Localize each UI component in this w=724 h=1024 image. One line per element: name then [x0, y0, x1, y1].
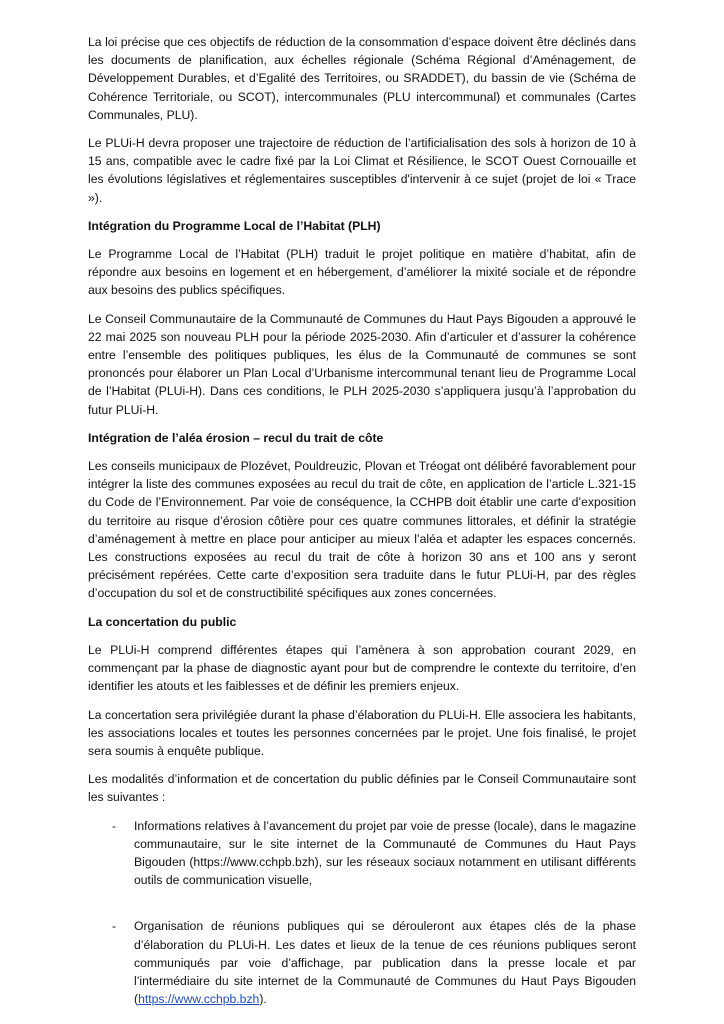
list-item-public-meetings [88, 917, 636, 1008]
list-item-information-text: Informations relatives à l’avancement du projet par voie de presse (locale), dans le magazine communautaire, sur le site internet de la Communauté de Communes du Haut Pays Bigouden (https://www.cchpb.bzh), sur les réseaux sociaux notamment en utilisant différents outils de communication visuelle, [134, 818, 636, 888]
list-item-public-meetings-end: ). [259, 992, 267, 1007]
list-item-information [88, 817, 636, 890]
bullet-dash: - [112, 919, 117, 934]
paragraph-plui-steps: Le PLUi-H comprend différentes étapes qui l’amènera à son approbation courant 2029, en commençant par la phase de diagnostic ayant pour but de comprendre le contexte du territoire, d’en identifier les atouts et les faiblesses et de définir les premiers enjeux. [88, 642, 636, 694]
paragraph-consultation-phase: La concertation sera privilégiée durant la phase d’élaboration du PLUi-H. Elle associera les habitants, les associations locales et toutes les personnes concernées par le projet. Une fois finalisé, le projet sera soumis à enquête publique. [88, 707, 636, 758]
paragraph-planning-scales: La loi précise que ces objectifs de réduction de la consommation d’espace doivent être déclinés dans les documents de planification, aux échelles régionale (Schéma Régional d’Aménagement, de Développement Durables, et d’Egalité des Territoires, ou SRADDET), du bassin de vie (Schéma de Cohérence Territoriale, ou SCOT), intercommunales (PLU intercommunal) et communales (Cartes Communales, PLU). [88, 35, 636, 122]
bullet-dash: - [112, 818, 117, 833]
cchpb-website-link[interactable]: https://www.cchpb.bzh [138, 992, 260, 1007]
paragraph-plh-definition: Le Programme Local de l’Habitat (PLH) traduit le projet politique en matière d’habitat, afin de répondre aux besoins en logement et en hébergement, d’améliorer la mixité sociale et de répondre aux besoins des publics spécifiques. [88, 247, 636, 298]
paragraph-consultation-modalities: Les modalités d’information et de concertation du public définies par le Conseil Communautaire sont les suivantes : [88, 772, 636, 805]
heading-plh-integration: Intégration du Programme Local de l’Habitat (PLH) [88, 218, 381, 233]
paragraph-plh-approval: Le Conseil Communautaire de la Communauté de Communes du Haut Pays Bigouden a approuvé le 22 mai 2025 son nouveau PLH pour la période 2025-2030. Afin d’articuler et d’assurer la cohérence entre l’ensemble des politiques publiques, les élus de la Communauté de communes se sont prononcés pour élaborer un Plan Local d’Urbanisme intercommunal tenant lieu de Programme Local de l’Habitat (PLUi-H). Dans ces conditions, le PLH 2025-2030 s’appliquera jusqu’à l’approbation du futur PLUi-H. [88, 311, 636, 417]
modalities-list [88, 817, 636, 1009]
list-item-public-meetings-text: Organisation de réunions publiques qui se dérouleront aux étapes clés de la phase d’élaboration du PLUi-H. Les dates et lieux de la tenue de ces réunions publiques seront communiqués par voie d’affichage, par publication dans la presse locale et par l’intermédiaire du site internet de la Communauté de Communes du Haut Pays Bigouden ( [134, 919, 636, 1007]
heading-public-consultation: La concertation du public [88, 614, 237, 629]
heading-erosion-risk: Intégration de l’aléa érosion – recul du trait de côte [88, 430, 384, 445]
paragraph-artificialisation-trajectory: Le PLUi-H devra proposer une trajectoire de réduction de l’artificialisation des sols à horizon de 10 à 15 ans, compatible avec le cadre fixé par la Loi Climat et Résilience, le SCOT Ouest Cornouaille et les évolutions législatives et réglementaires susceptibles d'intervenir à ce sujet (projet de loi « Trace »). [88, 136, 636, 205]
paragraph-coastline-retreat: Les conseils municipaux de Plozévet, Pouldreuzic, Plovan et Tréogat ont délibéré favorablement pour intégrer la liste des communes exposées au recul du trait de côte, en application de l’article L.321-15 du Code de l’Environnement. Par voie de conséquence, la CCHPB doit établir une carte d’exposition du territoire au risque d’érosion côtière pour ces quatre communes littorales, et définir la stratégie d’aménagement à mettre en place pour anticiper au mieux l’aléa et adapter les espaces concernés. Les constructions exposées au recul du trait de côte à horizon 30 ans et 100 ans y seront précisément repérées. Cette carte d’exposition sera traduite dans le futur PLUi-H, par des règles d’occupation du sol et de constructibilité spécifiques aux zones concernées. [88, 459, 636, 601]
